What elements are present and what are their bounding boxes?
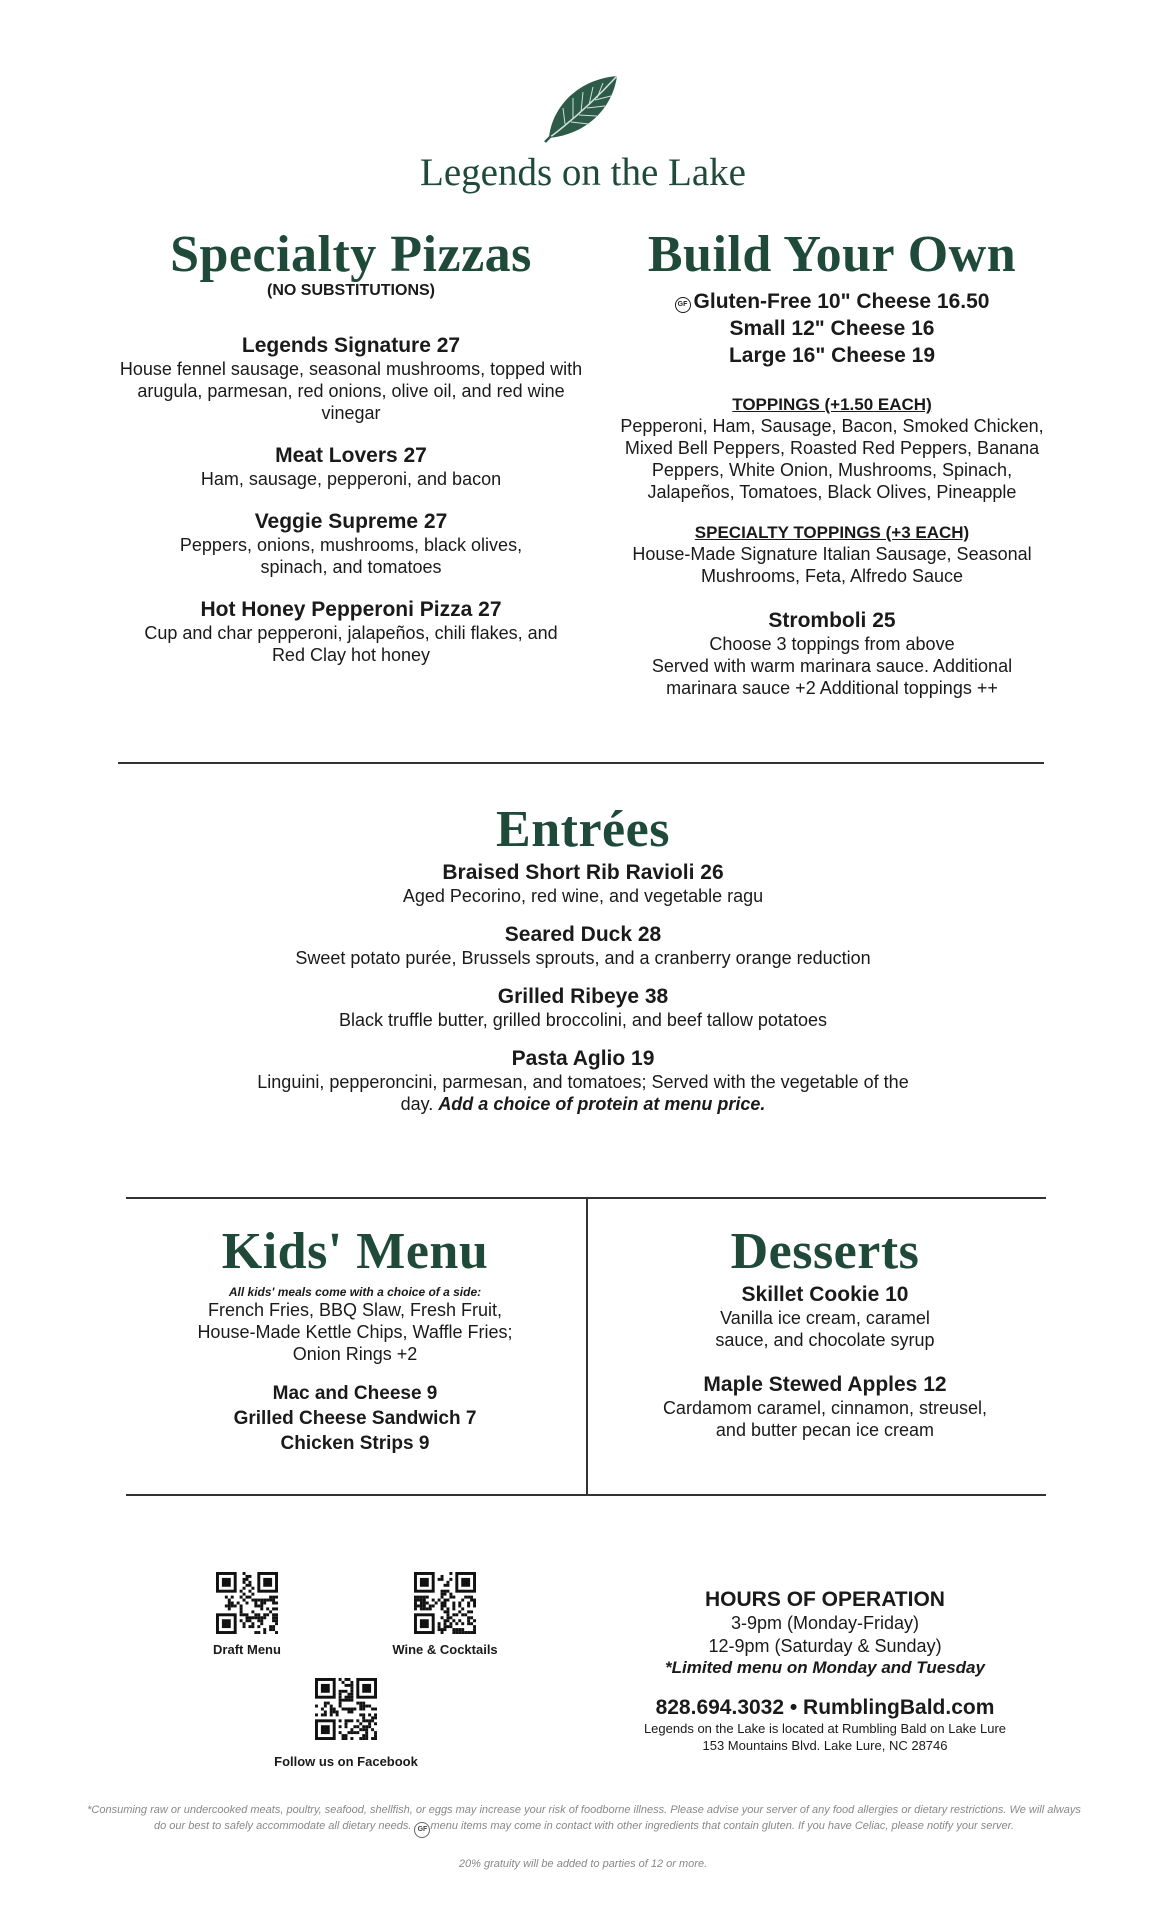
divider: [118, 762, 1044, 764]
kids-meals: [130, 1381, 580, 1456]
menu-item: [200, 985, 966, 1031]
item-name: Seared Duck 28: [504, 923, 662, 946]
kids-meal: Mac and Cheese 9: [272, 1383, 438, 1404]
desserts-section: [600, 1222, 1050, 1441]
item-desc: Served with warm marinara sauce. Additional marinara sauce +2 Additional toppings ++: [651, 656, 1013, 698]
hours-section: [600, 1588, 1050, 1754]
contact-line[interactable]: 828.694.3032 • RumblingBald.com: [655, 1696, 995, 1719]
kids-meal: Grilled Cheese Sandwich 7: [233, 1408, 477, 1429]
menu-item: [118, 510, 584, 578]
size-option: GF Gluten-Free 10" Cheese 16.50: [608, 288, 1056, 315]
item-desc: Vanilla ice cream, caramel sauce, and chocolate syrup: [715, 1308, 935, 1350]
location-line: Legends on the Lake is located at Rumbling Bald on Lake Lure: [643, 1721, 1007, 1736]
menu-item: [600, 1373, 1050, 1441]
item-desc-emphasis: Add a choice of protein at menu price.: [438, 1094, 766, 1114]
item-name: Pasta Aglio 19: [511, 1047, 655, 1070]
item-name: Skillet Cookie 10: [741, 1283, 909, 1306]
menu-item: [118, 598, 584, 666]
allergy-disclaimer: *Consuming raw or undercooked meats, poultry, seafood, shellfish, or eggs may increase your risk of foodborne illness. Please advise your server of any food allergies or dietary restrictions. We will always do our best to safely accommodate all dietary needs. GF menu items may come in contact with other ingredients that contain gluten. If you have Celiac, please notify your server.: [84, 1802, 1084, 1838]
menu-item: [118, 444, 584, 490]
menu-item: [200, 923, 966, 969]
toppings-list: Pepperoni, Ham, Sausage, Bacon, Smoked Chicken, Mixed Bell Peppers, Roasted Red Peppers, Banana Peppers, White Onion, Mushrooms, Spinach, Jalapeños, Tomatoes, Black Olives, Pineapple: [620, 416, 1044, 502]
kids-menu-title: Kids' Menu: [221, 1223, 489, 1280]
item-name: Veggie Supreme 27: [254, 510, 448, 533]
menu-item: [608, 609, 1056, 699]
qr-label: Wine & Cocktails: [392, 1642, 498, 1657]
item-name: Maple Stewed Apples 12: [703, 1373, 947, 1396]
kids-subtitle: All kids' meals come with a choice of a side:: [228, 1285, 482, 1299]
divider: [126, 1494, 1046, 1496]
item-name: Braised Short Rib Ravioli 26: [442, 861, 724, 884]
specialty-toppings-title: SPECIALTY TOPPINGS (+3 EACH): [694, 523, 970, 542]
size-option: Large 16" Cheese 19: [728, 344, 936, 367]
item-desc: Black truffle butter, grilled broccolini, and beef tallow potatoes: [339, 1010, 827, 1030]
size-option: Small 12" Cheese 16: [729, 317, 935, 340]
hours-title: HOURS OF OPERATION: [705, 1588, 945, 1611]
limited-menu-note: *Limited menu on Monday and Tuesday: [665, 1658, 985, 1677]
qr-code-icon[interactable]: [414, 1572, 476, 1634]
item-desc: Ham, sausage, pepperoni, and bacon: [200, 469, 502, 489]
item-name: Legends Signature 27: [241, 334, 461, 357]
item-name: Stromboli 25: [768, 609, 896, 632]
menu-item: [200, 861, 966, 907]
no-substitutions-note: (NO SUBSTITUTIONS): [267, 282, 435, 299]
item-desc: Peppers, onions, mushrooms, black olives, spinach, and tomatoes: [179, 535, 523, 577]
gluten-free-icon: GF: [675, 297, 691, 313]
specialty-pizzas-title: Specialty Pizzas: [170, 226, 532, 283]
qr-label: Follow us on Facebook: [274, 1754, 418, 1769]
kids-meal: Chicken Strips 9: [280, 1433, 430, 1454]
item-name: Hot Honey Pepperoni Pizza 27: [200, 598, 502, 621]
entrees-title: Entrées: [496, 801, 670, 858]
item-name: Grilled Ribeye 38: [497, 985, 669, 1008]
hours-weekday: 3-9pm (Monday-Friday): [730, 1613, 920, 1633]
item-desc: Cardamom caramel, cinnamon, streusel, and butter pecan ice cream: [662, 1398, 988, 1440]
hours-weekend: 12-9pm (Saturday & Sunday): [708, 1636, 942, 1656]
entrees-section: [200, 800, 966, 1115]
item-desc: Linguini, pepperoncini, parmesan, and tomatoes; Served with the vegetable of the day. Add a choice of protein at menu price.: [257, 1072, 909, 1114]
divider-vertical: [586, 1197, 588, 1495]
gratuity-note: 20% gratuity will be added to parties of 12 or more.: [458, 1858, 708, 1870]
menu-item: [200, 1047, 966, 1115]
qr-code-icon[interactable]: [216, 1572, 278, 1634]
leaf-icon: [543, 72, 623, 144]
gluten-free-icon: GF: [414, 1822, 430, 1838]
specialty-pizzas-section: [118, 225, 584, 666]
qr-label: Draft Menu: [213, 1642, 281, 1657]
item-desc: Aged Pecorino, red wine, and vegetable ragu: [402, 886, 764, 906]
qr-code-icon[interactable]: [315, 1678, 377, 1740]
item-name: Meat Lovers 27: [275, 444, 427, 467]
address-line: 153 Mountains Blvd. Lake Lure, NC 28746: [702, 1738, 948, 1753]
item-desc: Choose 3 toppings from above: [709, 634, 955, 654]
item-desc: Sweet potato purée, Brussels sprouts, and a cranberry orange reduction: [295, 948, 871, 968]
item-desc: Cup and char pepperoni, jalapeños, chili flakes, and Red Clay hot honey: [144, 623, 558, 665]
desserts-title: Desserts: [730, 1223, 920, 1280]
specialty-toppings-list: House-Made Signature Italian Sausage, Seasonal Mushrooms, Feta, Alfredo Sauce: [632, 544, 1032, 586]
build-your-own-title: Build Your Own: [647, 226, 1017, 283]
menu-item: [600, 1283, 1050, 1351]
kids-sides: French Fries, BBQ Slaw, Fresh Fruit, House-Made Kettle Chips, Waffle Fries; Onion Rings +2: [197, 1300, 513, 1364]
brand-name: Legends on the Lake: [420, 151, 746, 194]
build-your-own-section: [608, 225, 1056, 699]
kids-menu-section: [130, 1222, 580, 1456]
item-desc: House fennel sausage, seasonal mushrooms, topped with arugula, parmesan, red onions, olive oil, and red wine vinegar: [119, 359, 583, 423]
menu-item: [118, 334, 584, 424]
toppings-title: TOPPINGS (+1.50 EACH): [732, 395, 932, 414]
